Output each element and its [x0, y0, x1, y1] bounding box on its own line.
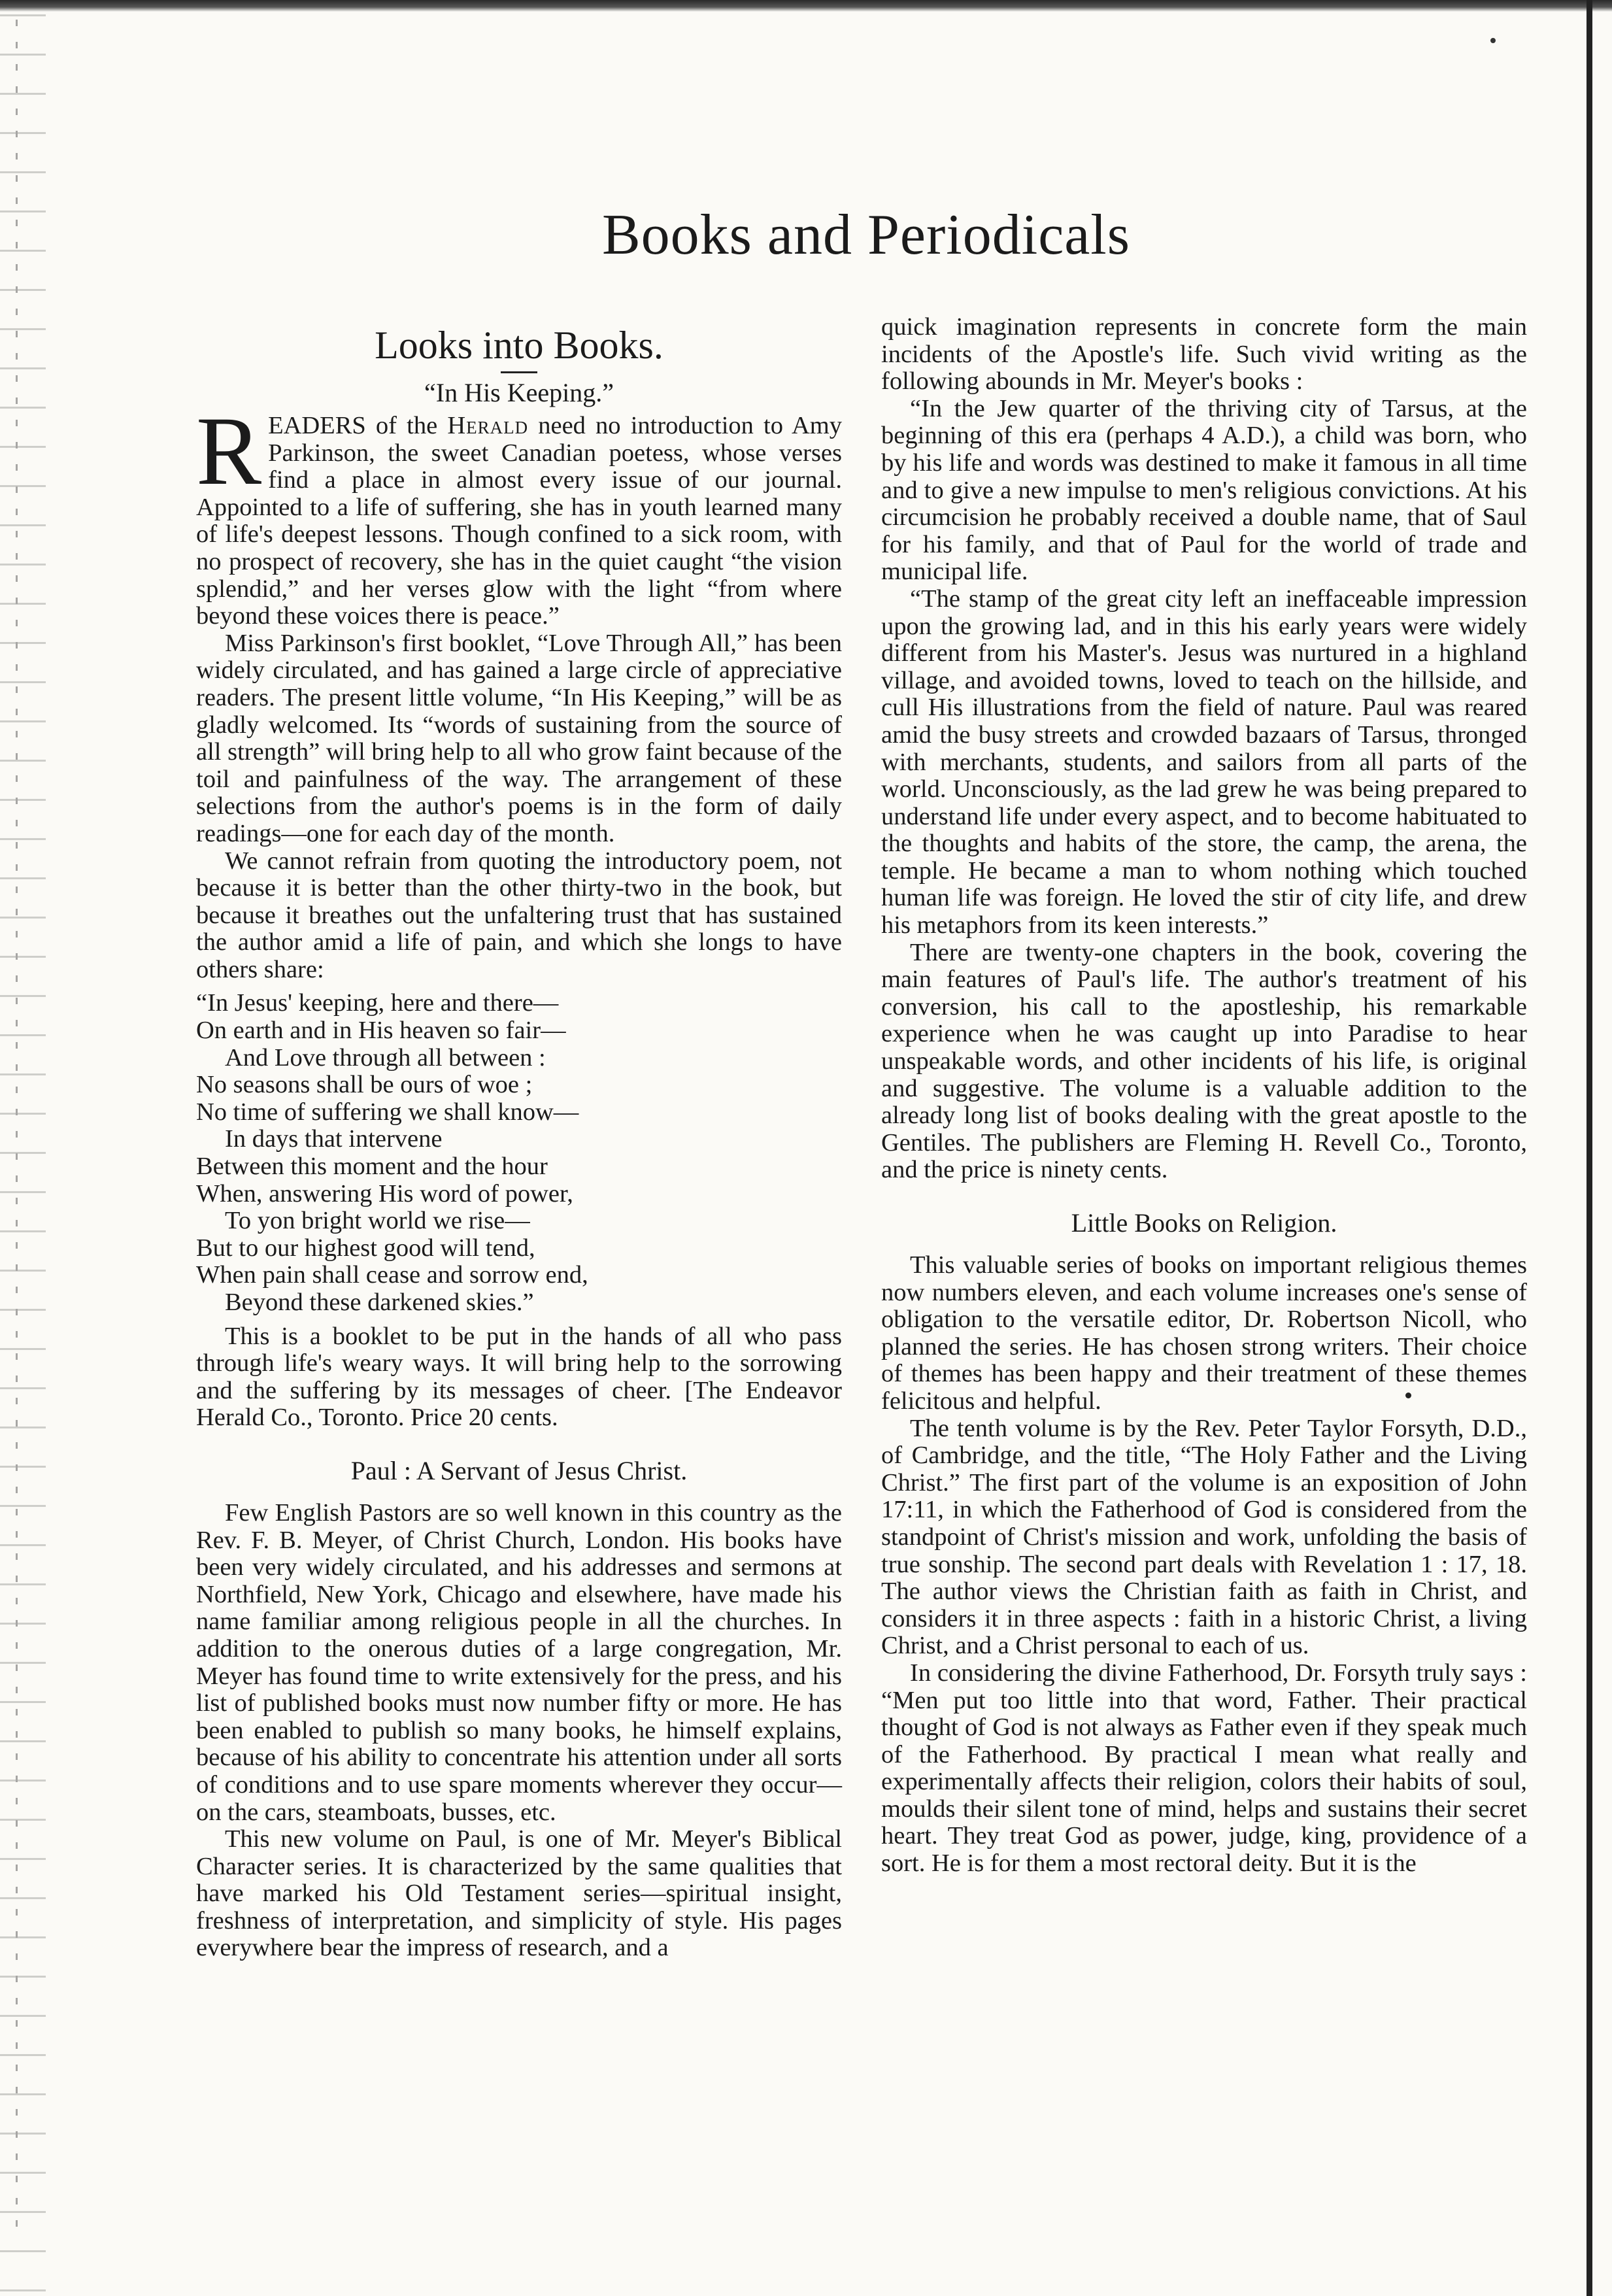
poem-line: On earth and in His heaven so fair—: [196, 1017, 566, 1045]
left-column: [196, 314, 842, 1962]
speck-mark: [1490, 38, 1496, 43]
right-paragraph-1: quick imagination represents in concrete form the main incidents of the Apostle's life. Such vivid writing as the following abounds in Mr. Meyer's books :: [881, 313, 1527, 396]
poem-line: No time of suffering we shall know—: [196, 1098, 579, 1126]
poem-line: Between this moment and the hour: [196, 1153, 548, 1181]
page-top-border: [0, 0, 1612, 12]
page-left-edge-noise: [0, 0, 46, 2296]
speck-mark: [1405, 1393, 1411, 1398]
review1-p1-prefix: EADERS of the: [268, 412, 448, 439]
right-paragraph-3: “The stamp of the great city left an ineffaceable impression upon the growing lad, and in this his early years were widely different from his Master's. Jesus was nurtured in a highland village, and avoided towns, loved to teach on the hillside, and cull His illustrations from the field of nature. Paul was reared amid the busy streets and crowded bazaars of Tarsus, thronged with merchants, students, and sailors from all parts of the world. Unconsciously, as the lad grew he was being prepared to understand life under every aspect, and to become habituated to the thoughts and habits of the store, the camp, the arena, the temple. He became a man to whom nothing which touched human life was foreign. He loved the stir of city life, and drew his metaphors from its keen interests.”: [881, 584, 1527, 939]
section-title: Looks into Books.: [375, 324, 663, 367]
poem-line: When pain shall cease and sorrow end,: [196, 1261, 588, 1289]
review3-paragraph-3: In considering the divine Fatherhood, Dr. Forsyth truly says : “Men put too little into that word, Father. Their practical thought of God is not always as Father even if they speak much of the Fatherhood. By practical I mean what really and experimentally affects their religion, colors their habits of soul, moulds their silent tone of mind, helps and sustains their secret heart. They treat God as power, judge, king, providence of a sort. He is for them a most rectoral deity. But it is the: [881, 1659, 1527, 1878]
right-paragraph-2: “In the Jew quarter of the thriving city of Tarsus, at the beginning of this era (perhaps 4 A.D.), a child was born, who by his life and words was destined to make it famous in all time and to give a new impulse to men's religious convictions. At his circumcision he probably received a double name, that of Saul for his family, and that of Paul for the world of trade and municipal life.: [881, 394, 1527, 586]
poem-line: When, answering His word of power,: [196, 1179, 573, 1207]
right-paragraph-4: There are twenty-one chapters in the book, covering the main features of Paul's life. The author's treatment of his conversion, his call to the apostleship, his remarkable experience when he was caught up into Paradise to hear unspeakable words, and other incidents of his life, is original and suggestive. The volume is a valuable addition to the already long list of books dealing with the great apostle to the Gentiles. The publishers are Fleming H. Revell Co., Toronto, and the price is ninety cents.: [881, 938, 1527, 1184]
page-masthead: Books and Periodicals: [601, 203, 1130, 267]
poem-line: To yon bright world we rise—: [225, 1207, 530, 1235]
review1-paragraph-1: [196, 397, 842, 630]
review1-p1-rest: need no introduction to Amy Parkinson, the sweet Canadian poetess, whose verses find a place in almost every issue of our journal. Appointed to a life of suffering, she has in youth learned many of life's deepest lessons. Though confined to a sick room, with no prospect of recovery, she has in the quiet caught “the vision splendid,” and her verses glow with the light “from where beyond these voices there is peace.”: [196, 412, 842, 630]
introductory-poem: [196, 990, 842, 1316]
poem-line: No seasons shall be ours of woe ;: [196, 1071, 533, 1099]
title-rule: [501, 371, 537, 373]
review3-paragraph-1: This valuable series of books on important religious themes now numbers eleven, and each volume increases one's sense of obligation to the versatile editor, Dr. Robertson Nicoll, who planned the series. He has chosen strong writers. Their choice of themes has been happy and their treatment of these themes felicitous and helpful.: [881, 1251, 1527, 1415]
review1-paragraph-4: This is a booklet to be put in the hands of all who pass through life's weary ways. It will bring help to the sorrowing and the suffering by its messages of cheer. [The Endeavor Herald Co., Toronto. Price 20 cents.: [196, 1322, 842, 1432]
review2-paragraph-2: This new volume on Paul, is one of Mr. Meyer's Biblical Character series. It is characterized by the same qualities that have marked his Old Testament series—spiritual insight, freshness of interpretation, and simplicity of style. His pages everywhere bear the impress of research, and a: [196, 1825, 842, 1962]
review3-paragraph-2: The tenth volume is by the Rev. Peter Taylor Forsyth, D.D., of Cambridge, and the title, “The Holy Father and the Living Christ.” The first part of the volume is an exposition of John 17:11, in which the Fatherhood of God is considered from the standpoint of Christ's mission and work, unfolding the basis of true sonship. The second part deals with Revelation 1 : 17, 18. The author views the Christian faith as faith in Christ, and considers it in three aspects : faith in a historic Christ, a living Christ, and a Christ personal to each of us.: [881, 1414, 1527, 1660]
review1-paragraph-3: We cannot refrain from quoting the introductory poem, not because it is better than the other thirty-two in the book, but because it breathes out the unfaltering trust that has sustained the author amid a life of pain, and which she longs to have others share:: [196, 847, 842, 983]
page-right-border: [1587, 0, 1592, 2296]
drop-cap: R: [196, 397, 262, 505]
review2-paragraph-1: Few English Pastors are so well known in this country as the Rev. F. B. Meyer, of Christ Church, London. His books have been very widely circulated, and his addresses and sermons at Northfield, New York, Chicago and elsewhere, have made his name familiar among religious people in all the churches. In addition to the onerous duties of a large congregation, Mr. Meyer has found time to write extensively for the press, and his list of published books must now number fifty or more. He has been enabled to publish so many books, he himself explains, because of his ability to concentrate his attention under all sorts of conditions and to use spare moments wherever they occur—on the cars, steamboats, busses, etc.: [196, 1498, 842, 1826]
review-subhead-in-his-keeping: “In His Keeping.”: [424, 378, 614, 407]
poem-line: But to our highest good will tend,: [196, 1234, 535, 1262]
herald-name: Herald: [447, 412, 529, 439]
poem-line: “In Jesus' keeping, here and there—: [196, 989, 559, 1017]
poem-line: And Love through all between :: [225, 1043, 546, 1072]
poem-line: Beyond these darkened skies.”: [225, 1289, 534, 1316]
poem-line: In days that intervene: [225, 1125, 443, 1153]
review1-paragraph-2: Miss Parkinson's first booklet, “Love Through All,” has been widely circulated, and has gained a large circle of appreciative readers. The present little volume, “In His Keeping,” will be as gladly welcomed. Its “words of sustaining from the source of all strength” will bring help to all who grow faint because of the toil and painfulness of the way. The arrangement of these selections from the author's poems is in the form of daily readings—one for each day of the month.: [196, 629, 842, 847]
review-subhead-paul: Paul : A Servant of Jesus Christ.: [350, 1455, 688, 1485]
right-column: [881, 314, 1527, 1878]
review-subhead-little-books: Little Books on Religion.: [1071, 1208, 1337, 1238]
